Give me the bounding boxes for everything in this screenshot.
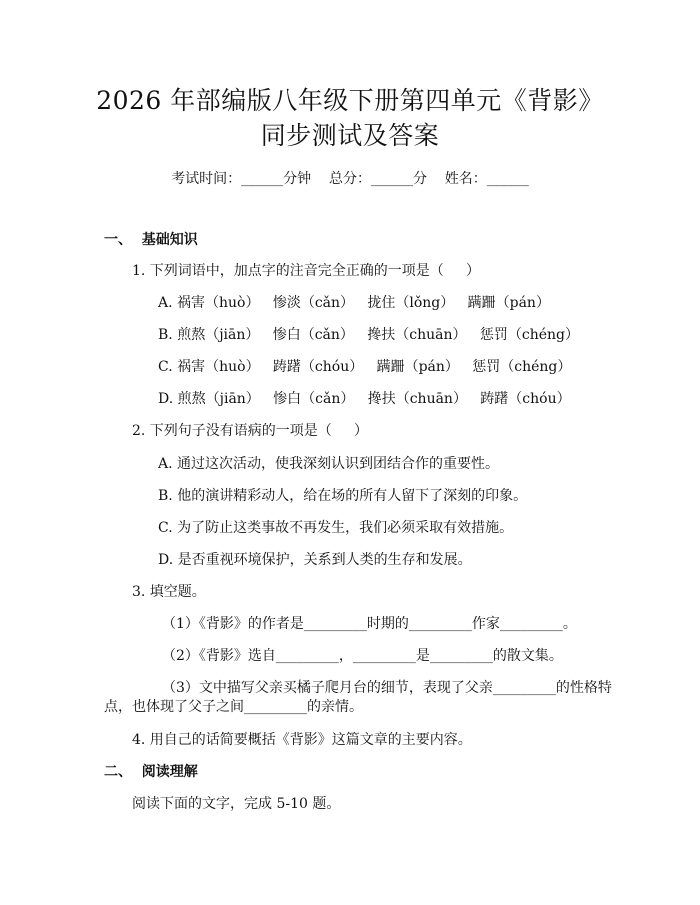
question-2-stem: 2. 下列句子没有语病的一项是（ ） <box>132 423 369 439</box>
question-1-option-b: B. 煎熬（jiān） 惨白（cǎn） 搀扶（chuān） 惩罚（chéng） <box>158 327 579 343</box>
question-2-option-c: C. 为了防止这类事故不再发生，我们必须采取有效措施。 <box>158 520 514 536</box>
question-3-item-3: （3）文中描写父亲买橘子爬月台的细节，表现了父亲_________的性格特 <box>162 680 612 696</box>
question-3-stem: 3. 填空题。 <box>132 584 206 600</box>
section-heading-basic-knowledge: 一、 基础知识 <box>104 232 198 248</box>
document-title: 2026 年部编版八年级下册第四单元《背影》 <box>96 86 604 115</box>
question-2-option-d: D. 是否重视环境保护，关系到人类的生存和发展。 <box>158 552 472 568</box>
question-1-option-d: D. 煎熬（jiān） 惨白（cǎn） 搀扶（chuān） 踌躇（chóu） <box>158 391 571 407</box>
document-subtitle: 同步测试及答案 <box>260 121 440 150</box>
question-2-option-a: A. 通过这次活动，使我深刻认识到团结合作的重要性。 <box>158 456 500 472</box>
question-3-item-1: （1）《背影》的作者是_________时期的_________作家_________。 <box>162 616 577 632</box>
question-2-option-b: B. 他的演讲精彩动人，给在场的所有人留下了深刻的印象。 <box>158 488 528 504</box>
question-1-stem: 1. 下列词语中，加点字的注音完全正确的一项是（ ） <box>132 263 481 279</box>
question-3-item-2: （2）《背影》选自_________，_________是_________的散文集。 <box>162 648 563 664</box>
exam-info-line: 考试时间：______分钟 总分：______分 姓名：______ <box>171 171 529 187</box>
section-heading-reading: 二、 阅读理解 <box>104 764 198 780</box>
question-3-item-3-continued: 点，也体现了父子之间_________的亲情。 <box>104 699 363 715</box>
question-1-option-a: A. 祸害（huò） 惨淡（cǎn） 拢住（lǒng） 蹒跚（pán） <box>158 295 550 311</box>
reading-intro: 阅读下面的文字，完成 5-10 题。 <box>132 796 341 812</box>
question-1-option-c: C. 祸害（huò） 踌躇（chóu） 蹒跚（pán） 惩罚（chéng） <box>158 359 572 375</box>
question-4-stem: 4. 用自己的话简要概括《背影》这篇文章的主要内容。 <box>132 732 472 748</box>
